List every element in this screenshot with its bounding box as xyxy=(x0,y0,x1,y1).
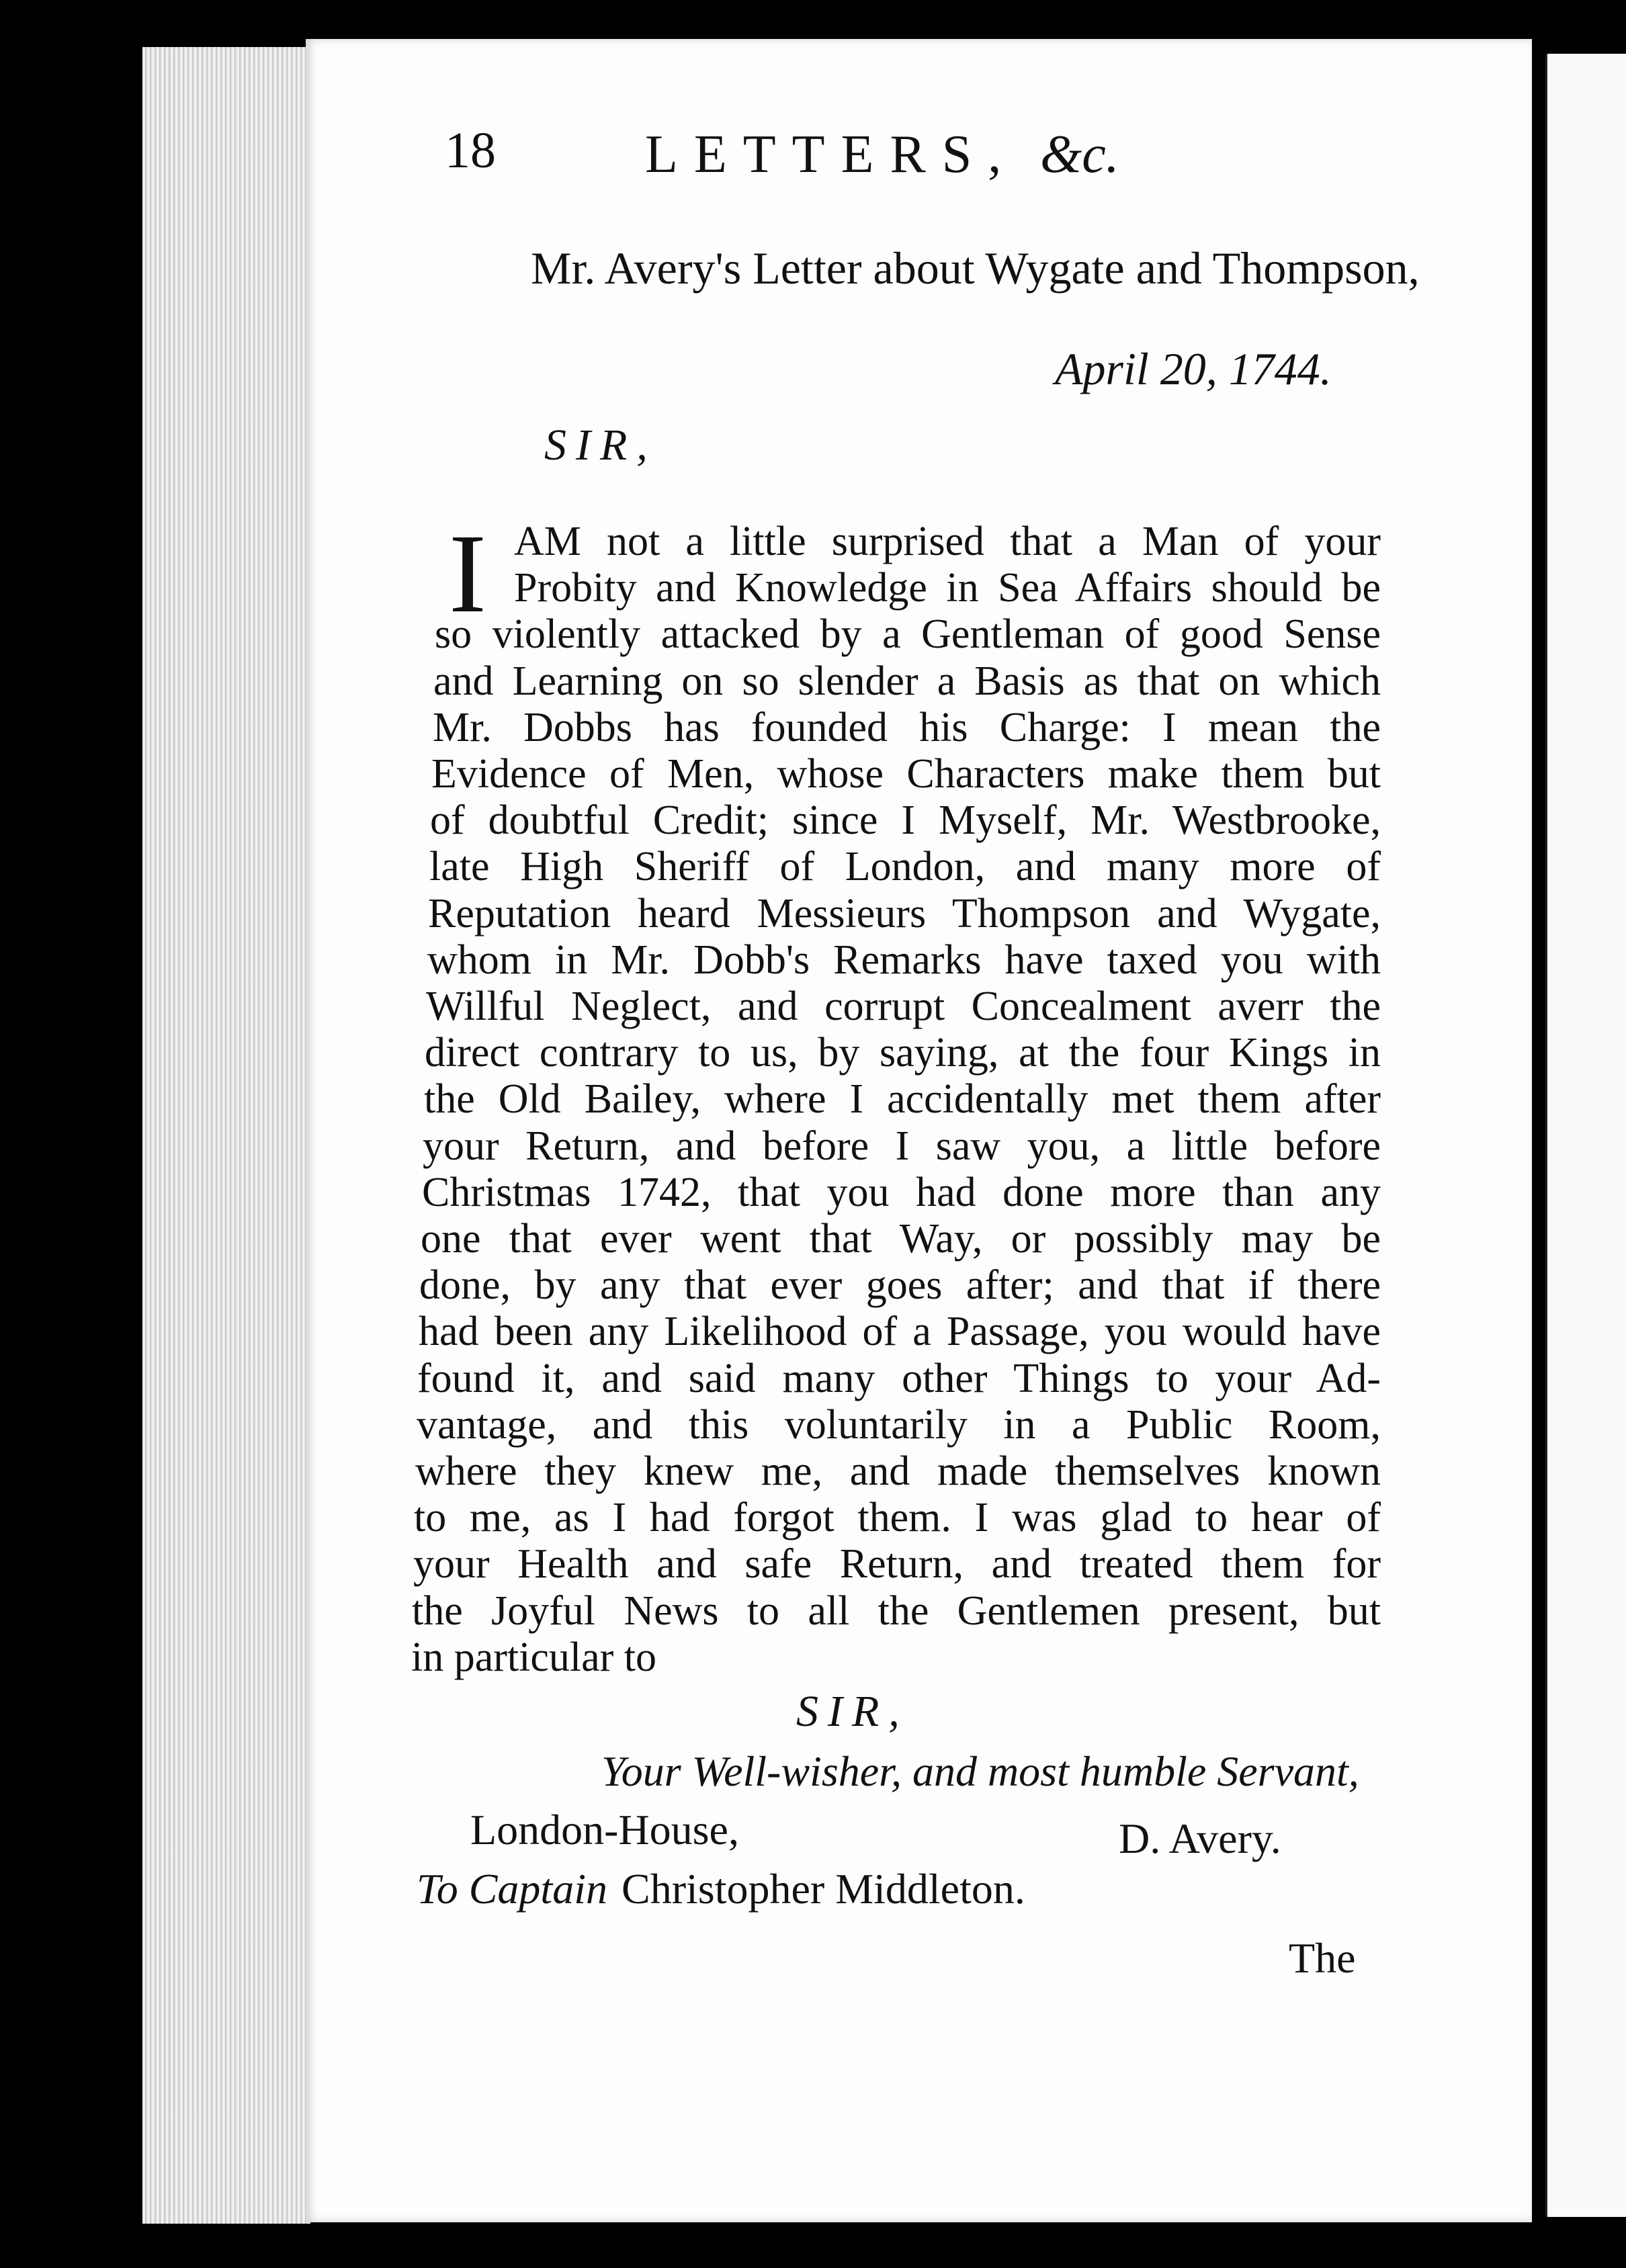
signature: D. Avery. xyxy=(1119,1815,1281,1862)
body-line: the Old Bailey, where I accidentally met them after xyxy=(424,1076,1381,1122)
page-block-edge xyxy=(142,47,310,2224)
sender-place: London-House, xyxy=(470,1806,739,1853)
body-line: of doubtful Credit; since I Myself, Mr. Westbrooke, xyxy=(430,797,1381,843)
letter-date: April 20, 1744. xyxy=(1055,343,1332,394)
running-title-etc: &c. xyxy=(1040,125,1119,184)
running-title: LETTERS, xyxy=(645,125,1018,184)
body-line: Evidence of Men, whose Characters make them but xyxy=(431,751,1381,797)
complimentary-close: Your Well-wisher, and most humble Servant, xyxy=(601,1747,1359,1795)
body-line: direct contrary to us, by saying, at the four Kings in xyxy=(425,1030,1381,1076)
body-line: found it, and said many other Things to your Ad- xyxy=(417,1356,1381,1401)
addressee-name: Christopher Middleton. xyxy=(622,1865,1025,1913)
body-line: vantage, and this voluntarily in a Public Room, xyxy=(417,1402,1381,1448)
body-line: Reputation heard Messieurs Thompson and Wygate, xyxy=(428,891,1381,936)
letter-heading: Mr. Avery's Letter about Wygate and Thompson, xyxy=(531,243,1420,294)
body-line: had been any Likelihood of a Passage, you would have xyxy=(419,1309,1381,1354)
salutation: SIR, xyxy=(544,421,657,470)
body-line: Christmas 1742, that you had done more than any xyxy=(422,1170,1381,1215)
body-line: one that ever went that Way, or possibly may be xyxy=(421,1216,1381,1262)
addressee-prefix: To Captain xyxy=(417,1865,607,1913)
closing-salutation: SIR, xyxy=(796,1687,909,1736)
body-line: AM not a little surprised that a Man of your xyxy=(514,519,1381,564)
body-line: and Learning on so slender a Basis as that on which xyxy=(433,658,1381,704)
body-line: Probity and Knowledge in Sea Affairs should be xyxy=(514,565,1381,611)
catchword: The xyxy=(1289,1934,1356,1982)
body-line: done, by any that ever goes after; and that if there xyxy=(419,1262,1381,1308)
body-line: the Joyful News to all the Gentlemen present, but xyxy=(412,1588,1381,1634)
body-line: Mr. Dobbs has founded his Charge: I mean the xyxy=(433,705,1381,750)
body-line: Willful Neglect, and corrupt Concealment averr the xyxy=(426,984,1381,1029)
body-line: in particular to xyxy=(411,1634,656,1680)
body-line: late High Sheriff of London, and many more of xyxy=(429,844,1381,889)
body-line: where they knew me, and made themselves known xyxy=(415,1448,1381,1494)
drop-capital: I xyxy=(449,511,486,636)
body-line: so violently attacked by a Gentleman of good Sense xyxy=(435,611,1381,657)
body-line: whom in Mr. Dobb's Remarks have taxed you with xyxy=(427,937,1381,983)
body-line: your Return, and before I saw you, a little before xyxy=(423,1123,1381,1169)
facing-page-edge xyxy=(1545,54,1626,2217)
page-number: 18 xyxy=(445,122,496,179)
body-line: your Health and safe Return, and treated them for xyxy=(413,1541,1381,1587)
body-line: to me, as I had forgot them. I was glad to hear of xyxy=(414,1495,1381,1540)
